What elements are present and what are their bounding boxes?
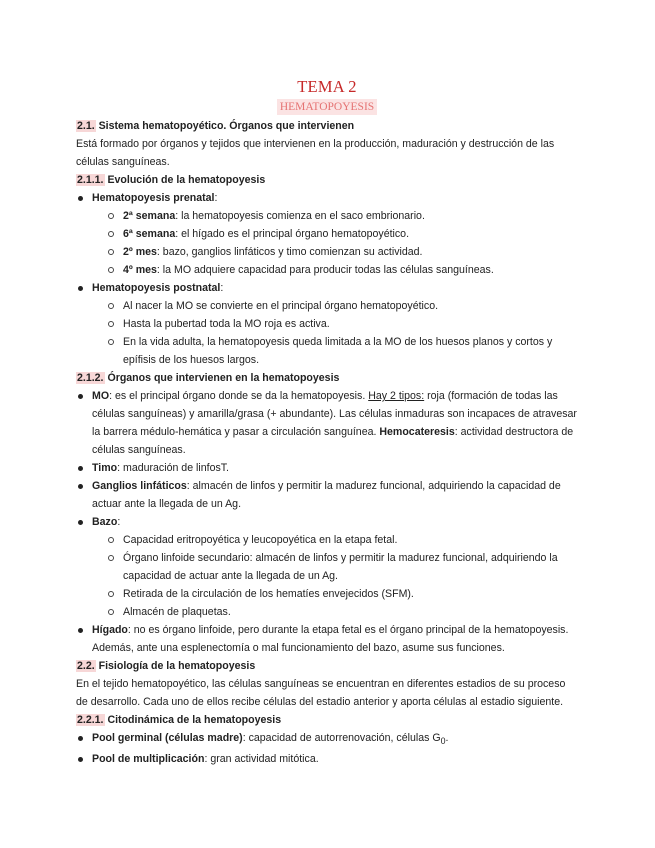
list-item-higado: Hígado: no es órgano linfoide, pero durante la etapa fetal es el órgano principal de la hematopoyesis. Además, ante una esplenectomía o mal funcionamiento del bazo, asume sus funciones. xyxy=(76,621,578,657)
list-item-ganglios: Ganglios linfáticos: almacén de linfos y permitir la madurez funcional, adquiriendo la capacidad de actuar ante la llegada de un Ag. xyxy=(76,477,578,513)
section-2-2-1-heading xyxy=(76,711,578,729)
prenatal-sublist xyxy=(92,207,578,279)
citodinamica-list xyxy=(76,729,578,768)
sublist-item: Hasta la pubertad toda la MO roja es activa. xyxy=(92,315,578,333)
section-number: 2.2.1. xyxy=(77,714,104,726)
list-item-prenatal: Hematopoyesis prenatal: 2ª semana: la hematopoyesis comienza en el saco embrionario. 6ª semana: el hígado es el principal órgano hematopoyético. 2º mes: bazo, ganglios linfáticos y timo comienzan su actividad. 4º mes: la MO adquiere capacidad para producir todas las células sanguíneas. xyxy=(76,189,578,279)
sublist-item: 2ª semana: la hematopoyesis comienza en el saco embrionario. xyxy=(92,207,578,225)
section-2-2-text: En el tejido hematopoyético, las células sanguíneas se encuentran en diferentes estadios de su proceso de desarrollo. Cada uno de ellos recibe células del estadio anterior y aporta células al estadio siguiente. xyxy=(76,678,566,708)
sublist-item: Almacén de plaquetas. xyxy=(92,603,578,621)
section-title: Evolución de la hematopoyesis xyxy=(104,174,266,186)
section-number: 2.1. xyxy=(77,120,95,132)
section-title: Fisiología de la hematopoyesis xyxy=(95,660,256,672)
sublist-item: En la vida adulta, la hematopoyesis queda limitada a la MO de los huesos planos y cortos y epífisis de los huesos largos. xyxy=(92,333,578,369)
sublist-item: Órgano linfoide secundario: almacén de linfos y permitir la madurez funcional, adquiriendo la capacidad de actuar ante la llegada de un Ag. xyxy=(92,549,578,585)
section-title: Sistema hematopoyético. Órganos que intervienen xyxy=(95,120,355,132)
section-number: 2.2. xyxy=(77,660,95,672)
sublist-item: Al nacer la MO se convierte en el principal órgano hematopoyético. xyxy=(92,297,578,315)
sublist-item: 4º mes: la MO adquiere capacidad para producir todas las células sanguíneas. xyxy=(92,261,578,279)
list-item-mo: MO: es el principal órgano donde se da la hematopoyesis. Hay 2 tipos: roja (formación de todas las células sanguíneas) y amarilla/grasa (+ abundante). Las células inmaduras son incapaces de atravesar la barrera médulo-hemática y pasar a circulación sanguínea. Hemocateresis: actividad destructora de células sanguíneas. xyxy=(76,387,578,459)
section-2-1-heading xyxy=(76,117,578,135)
section-number: 2.1.2. xyxy=(77,372,104,384)
page-title: TEMA 2 xyxy=(297,77,357,96)
sublist-item: 6ª semana: el hígado es el principal órgano hematopoyético. xyxy=(92,225,578,243)
section-2-1-1-heading xyxy=(76,171,578,189)
section-2-1-text: Está formado por órganos y tejidos que intervienen en la producción, maduración y destrucción de las células sanguíneas. xyxy=(76,138,555,168)
list-item-pool-germinal: Pool germinal (células madre): capacidad de autorrenovación, células $G_0$. xyxy=(76,729,578,750)
sublist-item: Retirada de la circulación de los hematíes envejecidos (SFM). xyxy=(92,585,578,603)
page-subtitle: HEMATOPOYESIS xyxy=(277,99,377,115)
list-item-bazo: Bazo: Capacidad eritropoyética y leucopoyética en la etapa fetal. Órgano linfoide secundario: almacén de linfos y permitir la madurez funcional, adquiriendo la capacidad de actuar ante la llegada de un Ag. Retirada de la circulación de los hematíes envejecidos (SFM). Almacén de plaquetas. xyxy=(76,513,578,621)
list-item-pool-multiplicacion: Pool de multiplicación: gran actividad mitótica. xyxy=(76,750,578,768)
section-title: Órganos que intervienen en la hematopoyesis xyxy=(104,372,340,384)
section-number: 2.1.1. xyxy=(77,174,104,186)
organs-list xyxy=(76,387,578,657)
list-item-postnatal: Hematopoyesis postnatal: Al nacer la MO se convierte en el principal órgano hematopoyético. Hasta la pubertad toda la MO roja es activa. En la vida adulta, la hematopoyesis queda limitada a la MO de los huesos planos y cortos y epífisis de los huesos largos. xyxy=(76,279,578,369)
section-2-1-2-heading xyxy=(76,369,578,387)
evolution-list xyxy=(76,189,578,369)
section-2-2-heading xyxy=(76,657,578,675)
sublist-item: Capacidad eritropoyética y leucopoyética en la etapa fetal. xyxy=(92,531,578,549)
section-title: Citodinámica de la hematopoyesis xyxy=(104,714,282,726)
postnatal-sublist xyxy=(92,297,578,369)
list-item-timo: Timo: maduración de linfosT. xyxy=(76,459,578,477)
document-content xyxy=(76,76,578,768)
sublist-item: 2º mes: bazo, ganglios linfáticos y timo comienzan su actividad. xyxy=(92,243,578,261)
bazo-sublist xyxy=(92,531,578,621)
